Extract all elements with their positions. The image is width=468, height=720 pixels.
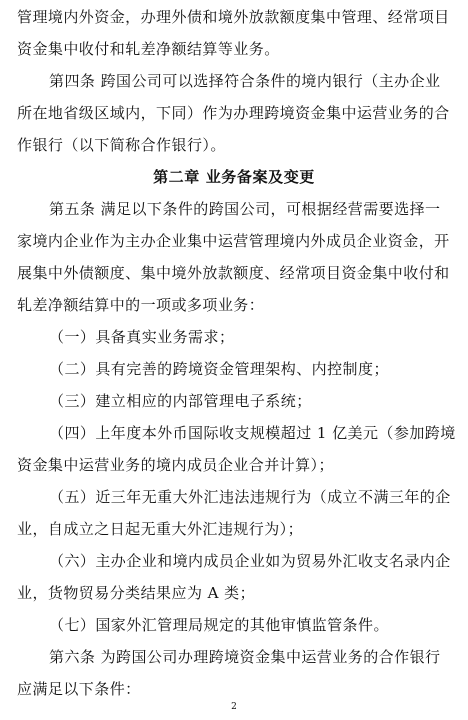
condition-5-line-2: 业，自成立之日起无重大外汇违规行为）； (17, 520, 304, 538)
text-line-2: 资金集中收付和轧差净额结算等业务。 (17, 40, 280, 58)
article-6-line-2: 应满足以下条件： (17, 680, 141, 698)
condition-4-line-2: 资金集中运营业务的境内成员企业合并计算）； (17, 456, 334, 474)
text-line-1: 管理境内外资金，办理外债和境外放款额度集中管理、经常项目 (17, 8, 450, 26)
condition-4-line-1: （四）上年度本外币国际收支规模超过 1 亿美元（参加跨境 (49, 424, 456, 442)
article-5-line-4: 轧差净额结算中的一项或多项业务： (17, 296, 265, 314)
article-6-line-1: 第六条 为跨国公司办理跨境资金集中运营业务的合作银行 (49, 648, 441, 666)
article-5-line-1: 第五条 满足以下条件的跨国公司，可根据经营需要选择一 (49, 200, 441, 218)
page-number: 2 (231, 702, 237, 712)
condition-5-line-1: （五）近三年无重大外汇违法违规行为（成立不满三年的企 (49, 488, 451, 506)
condition-6-line-2: 业，货物贸易分类结果应为 A 类； (17, 584, 256, 602)
condition-1: （一）具备真实业务需求； (49, 328, 235, 346)
condition-6-line-1: （六）主办企业和境内成员企业如为贸易外汇收支名录内企 (49, 552, 451, 570)
article-4-line-1: 第四条 跨国公司可以选择符合条件的境内银行（主办企业 (49, 72, 441, 90)
article-4-line-2: 所在地省级区域内，下同）作为办理跨境资金集中运营业务的合 (17, 104, 450, 122)
article-4-line-3: 作银行（以下简称合作银行）。 (17, 136, 226, 154)
condition-2: （二）具有完善的跨境资金管理架构、内控制度； (49, 360, 389, 378)
condition-3: （三）建立相应的内部管理电子系统； (49, 392, 312, 410)
article-5-line-2: 家境内企业作为主办企业集中运营管理境内外成员企业资金，开 (17, 232, 450, 250)
article-5-line-3: 展集中外债额度、集中境外放款额度、经常项目资金集中收付和 (17, 264, 450, 282)
chapter-heading: 第二章 业务备案及变更 (153, 168, 315, 186)
condition-7: （七）国家外汇管理局规定的其他审慎监管条件。 (49, 616, 389, 634)
